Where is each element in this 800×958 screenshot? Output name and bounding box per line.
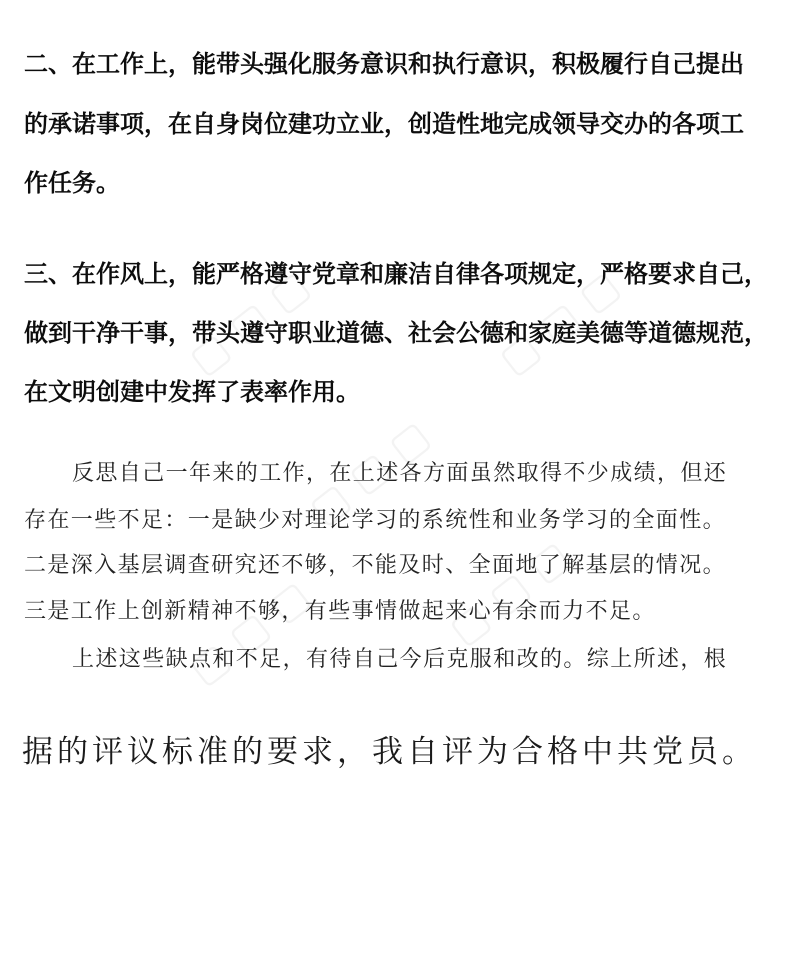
section-two-line-1: 二、在工作上，能带头强化服务意识和执行意识，积极履行自己提出: [24, 50, 744, 78]
watermark-mark: ▢ ▢ ▢: [490, 262, 629, 384]
watermark-mark: ▢ ▢ ▢: [440, 532, 579, 654]
watermark-mark: ▢ ▢ ▢: [180, 572, 319, 694]
reflection-line-4: 三是工作上创新精神不够，有些事情做起来心有余而力不足。: [24, 599, 656, 624]
section-three-line-1: 三、在作风上，能严格遵守党章和廉洁自律各项规定，严格要求自己，: [24, 260, 768, 288]
watermark-mark: ▢ ▢ ▢: [180, 262, 319, 384]
watermark-mark: ▢ ▢ ▢: [300, 412, 439, 534]
section-three-line-2: 做到干净干事，带头遵守职业道德、社会公德和家庭美德等道德规范，: [24, 319, 768, 347]
conclusion-line-2: 据的评议标准的要求，我自评为合格中共党员。: [22, 734, 757, 770]
section-two-line-2: 的承诺事项，在自身岗位建功立业，创造性地完成领导交办的各项工: [24, 110, 744, 138]
reflection-line-1: 反思自己一年来的工作，在上述各方面虽然取得不少成绩，但还: [72, 461, 728, 486]
conclusion-line-1: 上述这些缺点和不足，有待自己今后克服和改的。综上所述，根: [72, 647, 728, 672]
section-three-line-3: 在文明创建中发挥了表率作用。: [24, 378, 360, 406]
reflection-line-3: 二是深入基层调查研究还不够，不能及时、全面地了解基层的情况。: [24, 553, 727, 578]
reflection-line-2: 存在一些不足：一是缺少对理论学习的系统性和业务学习的全面性。: [24, 508, 727, 533]
section-two-line-3: 作任务。: [24, 169, 120, 197]
